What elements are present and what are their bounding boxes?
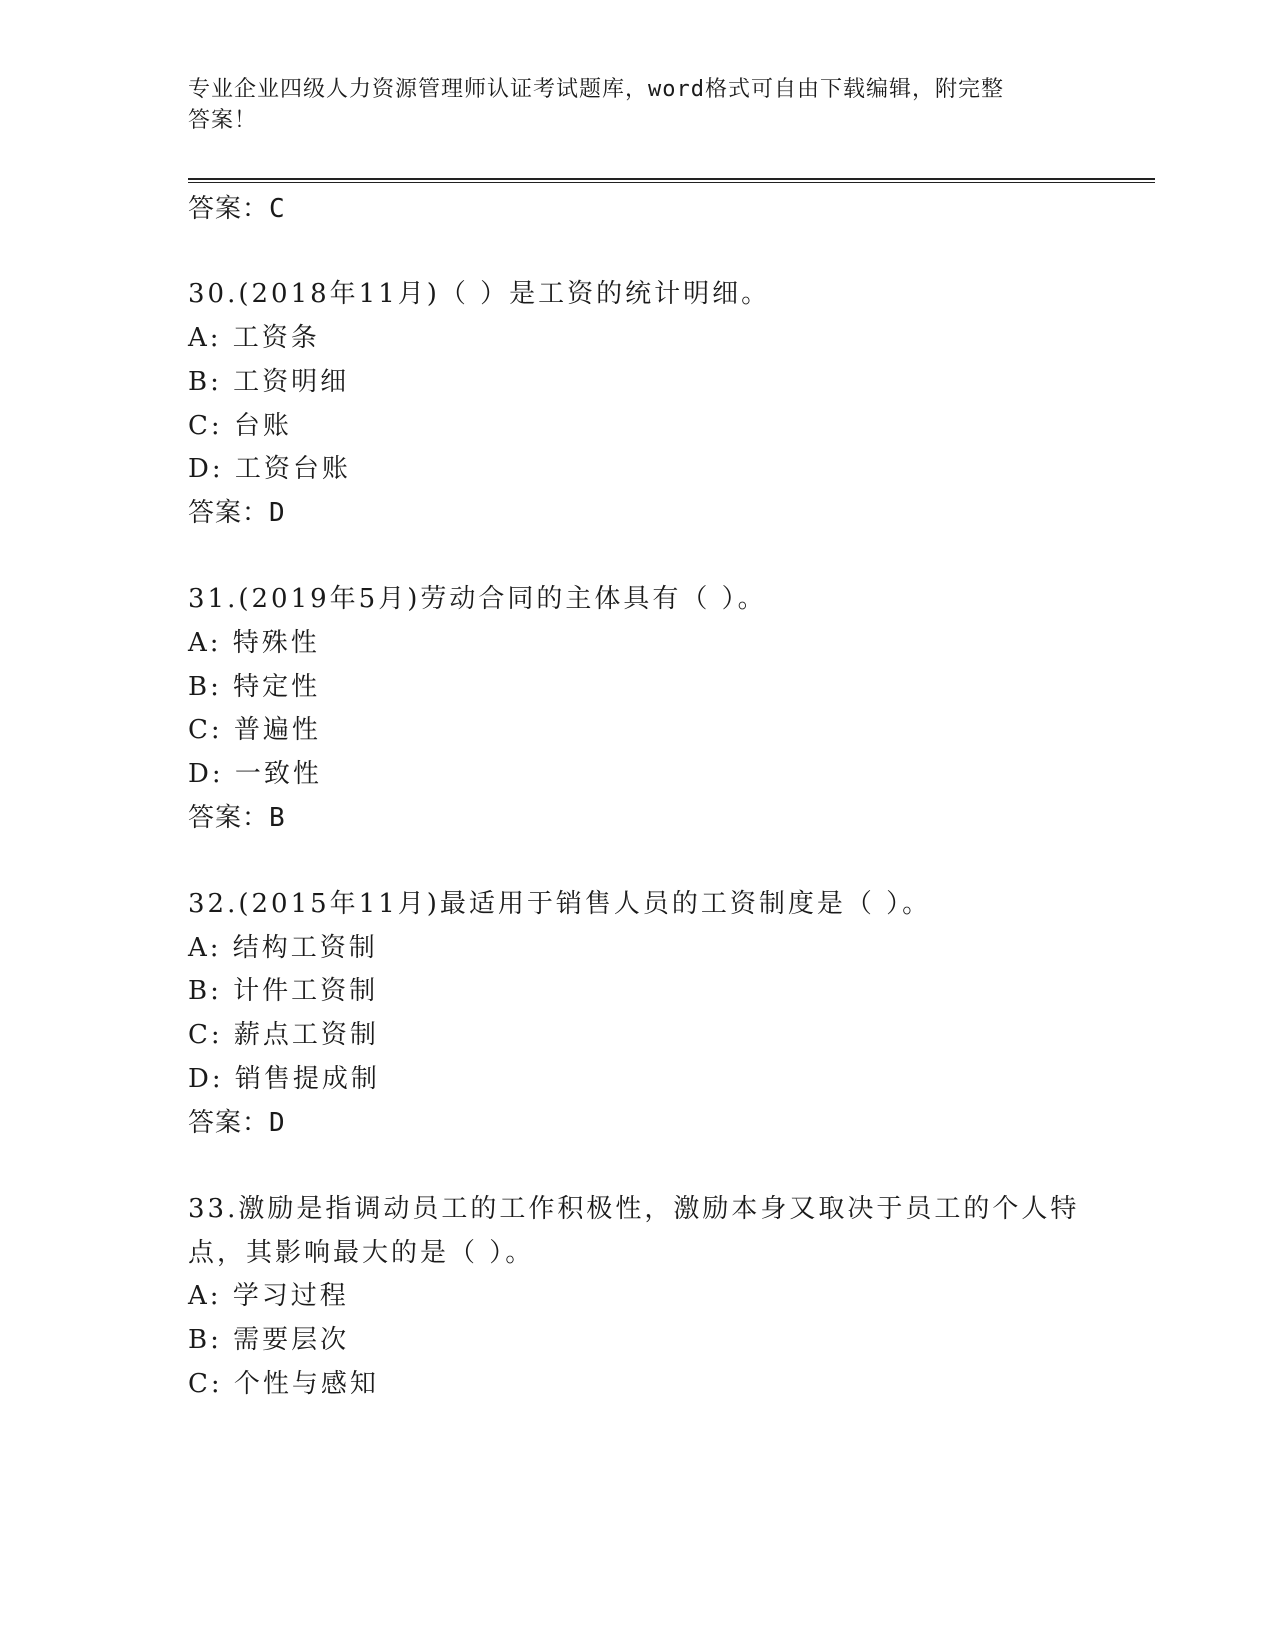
- answer-label: 答案：: [188, 1108, 270, 1138]
- question-31-option-c: C: 普遍性: [188, 715, 321, 745]
- question-30-answer: [188, 492, 286, 529]
- question-30-option-a: A: 工资条: [188, 323, 320, 353]
- question-30-stem: 30.(2018年11月)（ ）是工资的统计明细。: [188, 279, 771, 309]
- answer-label: 答案：: [188, 498, 270, 528]
- prev-answer: [188, 188, 286, 225]
- question-33-option-c: C: 个性与感知: [188, 1369, 379, 1399]
- question-33-stem-line-1: 33.激励是指调动员工的工作积极性，激励本身又取决于员工的个人特: [188, 1194, 1080, 1224]
- question-30-option-d: D: 工资台账: [188, 454, 351, 484]
- question-31-option-a: A: 特殊性: [188, 628, 320, 658]
- answer-value: C: [269, 194, 286, 224]
- page-header: [188, 74, 1088, 136]
- header-line-2: 答案！: [188, 108, 258, 133]
- question-30-option-b: B: 工资明细: [188, 367, 350, 397]
- question-32-option-d: D: 销售提成制: [188, 1064, 380, 1094]
- header-divider-thick: [188, 178, 1155, 180]
- question-32-stem: 32.(2015年11月)最适用于销售人员的工资制度是（ ）。: [188, 889, 932, 919]
- question-32-option-c: C: 薪点工资制: [188, 1020, 379, 1050]
- question-33-stem-line-2: 点，其影响最大的是（ ）。: [188, 1238, 535, 1268]
- question-30-option-c: C: 台账: [188, 411, 292, 441]
- header-line-1: 专业企业四级人力资源管理师认证考试题库，word格式可自由下载编辑，附完整: [188, 77, 1004, 102]
- question-31-option-d: D: 一致性: [188, 759, 322, 789]
- question-33-option-b: B: 需要层次: [188, 1325, 350, 1355]
- question-32-option-b: B: 计件工资制: [188, 976, 379, 1006]
- answer-value: D: [269, 1108, 286, 1138]
- header-divider-thin: [188, 182, 1155, 183]
- question-31-option-b: B: 特定性: [188, 672, 321, 702]
- answer-label: 答案：: [188, 194, 270, 224]
- question-33-option-a: A: 学习过程: [188, 1281, 349, 1311]
- answer-label: 答案：: [188, 803, 270, 833]
- answer-value: B: [269, 803, 286, 833]
- question-32-option-a: A: 结构工资制: [188, 933, 378, 963]
- question-32-answer: [188, 1102, 286, 1139]
- answer-value: D: [269, 498, 286, 528]
- question-31-stem: 31.(2019年5月)劳动合同的主体具有（ ）。: [188, 584, 767, 614]
- question-31-answer: [188, 797, 286, 834]
